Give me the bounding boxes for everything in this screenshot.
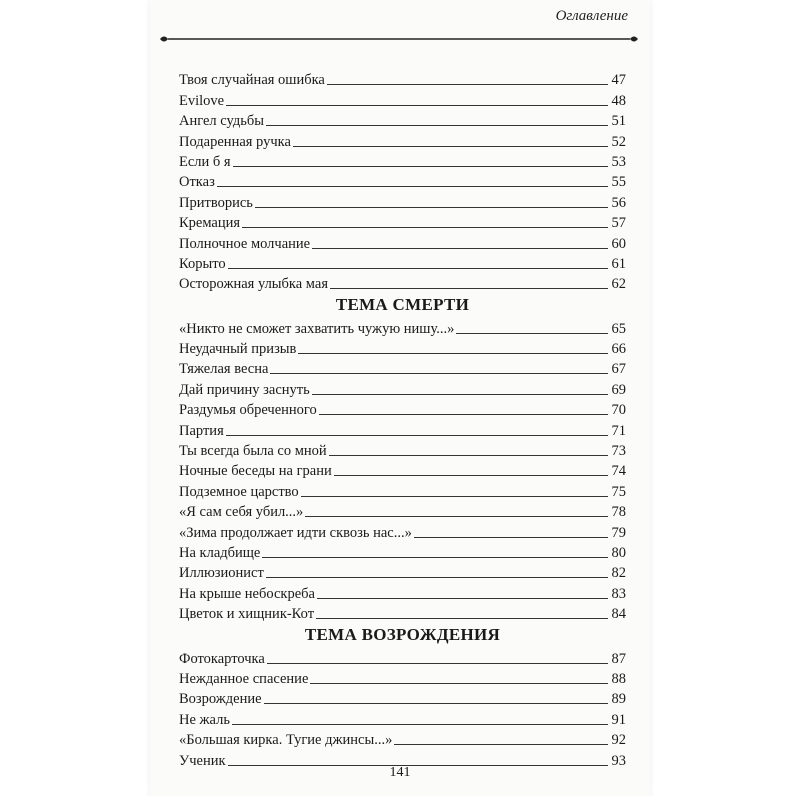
toc-entry-page: 84 — [611, 606, 626, 623]
toc-entry[interactable] — [179, 647, 626, 667]
toc-entry-title: Цветок и хищник-Кот — [179, 606, 315, 623]
toc-leader-line — [270, 372, 608, 374]
toc-entry-page: 51 — [611, 113, 626, 130]
toc-entry-title: Осторожная улыбка мая — [179, 276, 328, 293]
toc-entry-page: 73 — [611, 443, 626, 460]
toc-leader-line — [312, 393, 608, 395]
toc-leader-line — [327, 83, 608, 85]
toc-leader-line — [312, 247, 608, 249]
toc-entry[interactable] — [179, 191, 626, 211]
toc-entry[interactable] — [179, 562, 626, 582]
toc-entry[interactable] — [179, 668, 626, 688]
toc-entry-page: 55 — [611, 174, 626, 191]
toc-leader-line — [226, 104, 608, 106]
toc-entry[interactable] — [179, 603, 626, 623]
toc-entry-title: «Большая кирка. Тугие джинсы...» — [179, 732, 393, 749]
toc-entry-page: 78 — [611, 504, 626, 521]
toc-entry-title: Подземное царство — [179, 483, 299, 500]
toc-entry-title: Иллюзионист — [179, 565, 264, 582]
toc-entry[interactable] — [179, 419, 626, 439]
toc-entry-page: 52 — [611, 133, 626, 150]
toc-entry-title: «Я сам себя убил...» — [179, 504, 304, 521]
toc-entry-title: Подаренная ручка — [179, 133, 291, 150]
toc-leader-line — [310, 682, 608, 684]
running-header — [150, 0, 650, 40]
toc-entry-page: 79 — [611, 524, 626, 541]
toc-leader-line — [293, 145, 608, 147]
toc-entry[interactable] — [179, 501, 626, 521]
toc-entry[interactable] — [179, 317, 626, 337]
toc-leader-line — [329, 454, 608, 456]
toc-entry[interactable] — [179, 151, 626, 171]
toc-entry[interactable] — [179, 460, 626, 480]
toc-leader-line — [262, 556, 608, 558]
toc-entry[interactable] — [179, 338, 626, 358]
ornamental-rule — [158, 34, 640, 44]
toc-leader-line — [305, 515, 608, 517]
toc-entry-page: 70 — [611, 402, 626, 419]
toc-entry-page: 82 — [611, 565, 626, 582]
toc-entry-title: Партия — [179, 422, 224, 439]
toc-entry-title: Дай причину заснуть — [179, 381, 310, 398]
toc-entry-page: 47 — [611, 72, 626, 89]
page-number: 141 — [389, 765, 411, 780]
toc-leader-line — [330, 287, 608, 289]
toc-entry-title: Ты всегда была со мной — [179, 443, 327, 460]
toc-entry-title: Возрождение — [179, 691, 262, 708]
toc-entry-title: Фотокарточка — [179, 650, 265, 667]
toc-entry-title: Тяжелая весна — [179, 361, 269, 378]
section-heading: ТЕМА СМЕРТИ — [335, 295, 470, 315]
toc-entry-page: 66 — [611, 341, 626, 358]
toc-entry-title: «Зима продолжает идти сквозь нас...» — [179, 524, 412, 541]
toc-entry[interactable] — [179, 708, 626, 728]
toc-entry[interactable] — [179, 171, 626, 191]
header-title: Оглавление — [555, 8, 628, 24]
toc-entry[interactable] — [179, 253, 626, 273]
toc-entry-title: На крыше небоскреба — [179, 585, 315, 602]
toc-entry-page: 71 — [611, 422, 626, 439]
toc-entry[interactable] — [179, 110, 626, 130]
toc-entry-page: 57 — [611, 215, 626, 232]
toc-entry-title: Притворись — [179, 194, 253, 211]
toc-entry-page: 67 — [611, 361, 626, 378]
toc-entry-title: Ангел судьбы — [179, 113, 264, 130]
toc-entry-title: Неудачный призыв — [179, 341, 297, 358]
toc-leader-line — [266, 124, 608, 126]
toc-leader-line — [232, 723, 608, 725]
toc-entry[interactable] — [179, 521, 626, 541]
toc-entry-page: 89 — [611, 691, 626, 708]
toc-entry-title: Кремация — [179, 215, 241, 232]
toc-entry[interactable] — [179, 89, 626, 109]
toc-entry-title: Evilove — [179, 92, 225, 109]
toc-leader-line — [301, 495, 608, 497]
toc-entry[interactable] — [179, 729, 626, 749]
toc-leader-line — [394, 743, 608, 745]
toc-entry-title: Ночные беседы на грани — [179, 463, 332, 480]
toc-leader-line — [242, 226, 608, 228]
toc-leader-line — [316, 617, 608, 619]
toc-entry[interactable] — [179, 582, 626, 602]
toc-entry-title: Раздумья обреченного — [179, 402, 317, 419]
toc-entry-page: 53 — [611, 153, 626, 170]
toc-leader-line — [228, 267, 608, 269]
toc-entry-title: Ученик — [179, 752, 226, 769]
toc-entry-page: 60 — [611, 235, 626, 252]
toc-entry-title: На кладбище — [179, 544, 261, 561]
toc-entry-page: 69 — [611, 381, 626, 398]
toc-entry-page: 65 — [611, 320, 626, 337]
toc-leader-line — [334, 474, 608, 476]
table-of-contents — [179, 69, 626, 770]
toc-leader-line — [319, 413, 608, 415]
toc-entry[interactable] — [179, 688, 626, 708]
toc-entry[interactable] — [179, 378, 626, 398]
toc-entry[interactable] — [179, 480, 626, 500]
toc-entry[interactable] — [179, 130, 626, 150]
toc-entry[interactable] — [179, 273, 626, 293]
toc-entry[interactable] — [179, 358, 626, 378]
toc-leader-line — [255, 206, 608, 208]
toc-entry-page: 74 — [611, 463, 626, 480]
toc-entry[interactable] — [179, 212, 626, 232]
toc-leader-line — [226, 434, 608, 436]
toc-leader-line — [267, 662, 608, 664]
toc-entry-page: 83 — [611, 585, 626, 602]
toc-entry-title: Корыто — [179, 255, 226, 272]
toc-leader-line — [217, 185, 608, 187]
toc-entry-page: 93 — [611, 752, 626, 769]
toc-entry[interactable] — [179, 232, 626, 252]
toc-entry-title: Нежданное спасение — [179, 670, 309, 687]
toc-entry[interactable] — [179, 542, 626, 562]
toc-entry[interactable] — [179, 440, 626, 460]
section-heading: ТЕМА ВОЗРОЖДЕНИЯ — [304, 625, 501, 645]
toc-entry-page: 62 — [611, 276, 626, 293]
toc-leader-line — [456, 332, 608, 334]
toc-entry-page: 75 — [611, 483, 626, 500]
toc-leader-line — [264, 702, 608, 704]
toc-entry-page: 88 — [611, 670, 626, 687]
toc-entry-title: «Никто не сможет захватить чужую нишу...» — [179, 320, 455, 337]
toc-entry-page: 48 — [611, 92, 626, 109]
toc-entry-page: 92 — [611, 732, 626, 749]
toc-entry-page: 87 — [611, 650, 626, 667]
toc-leader-line — [298, 352, 608, 354]
toc-entry-title: Не жаль — [179, 711, 230, 728]
toc-leader-line — [233, 165, 608, 167]
toc-entry-page: 56 — [611, 194, 626, 211]
toc-entry-page: 80 — [611, 544, 626, 561]
toc-leader-line — [266, 576, 608, 578]
toc-entry[interactable] — [179, 399, 626, 419]
toc-entry[interactable] — [179, 69, 626, 89]
toc-entry-title: Твоя случайная ошибка — [179, 72, 325, 89]
toc-entry-page: 61 — [611, 255, 626, 272]
toc-leader-line — [414, 536, 608, 538]
toc-leader-line — [317, 597, 608, 599]
toc-entry-title: Отказ — [179, 174, 215, 191]
toc-entry-title: Полночное молчание — [179, 235, 311, 252]
toc-entry-page: 91 — [611, 711, 626, 728]
toc-entry-title: Если б я — [179, 153, 231, 170]
